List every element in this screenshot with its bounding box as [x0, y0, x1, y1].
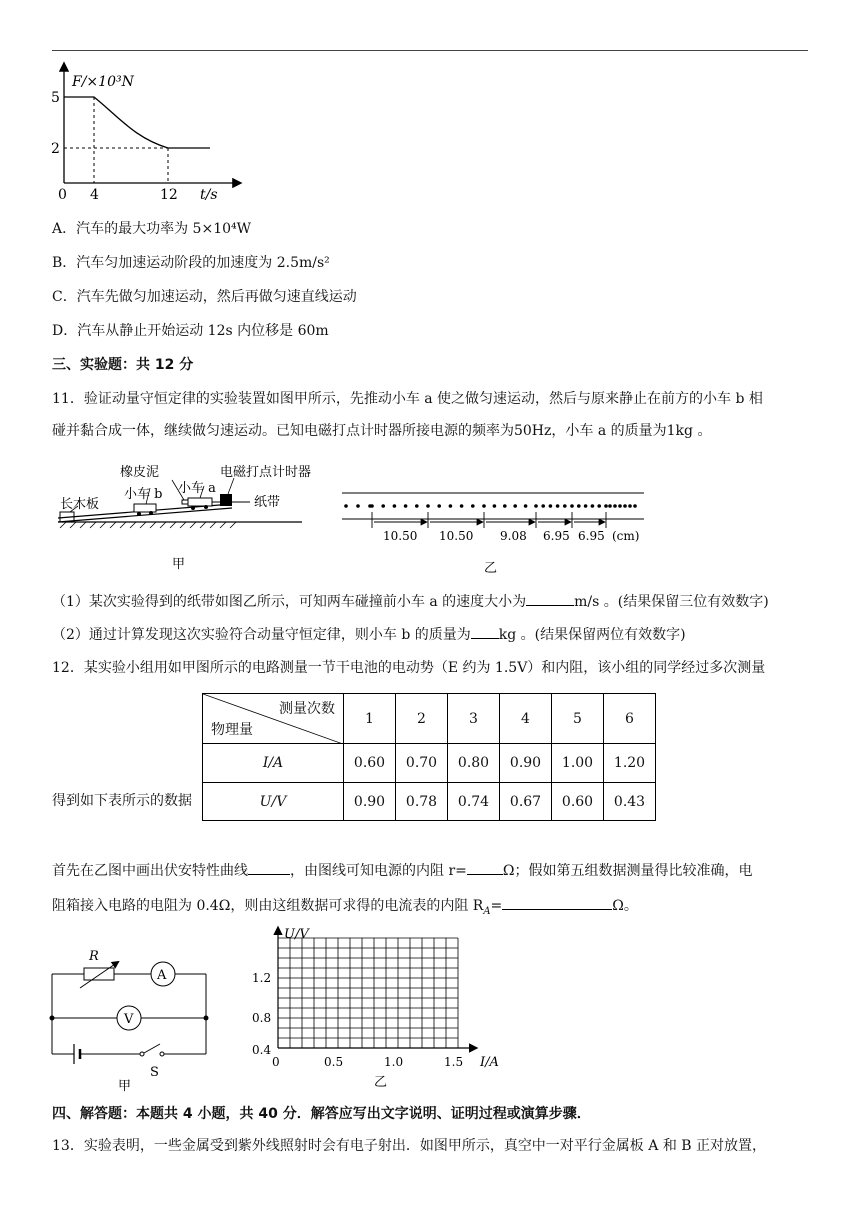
- tape-dot: [415, 504, 419, 508]
- q11-sub2: （2）通过计算发现这次实验符合动量守恒定律，则小车 b 的质量为 kg 。(结果保留两位有效数字): [52, 624, 686, 645]
- table-cell: 0.90: [500, 744, 552, 783]
- circuit-figure: [44, 944, 214, 1094]
- tape-seg-2: 10.50: [439, 529, 474, 543]
- tape-dot: [460, 504, 464, 508]
- tape-dot: [503, 504, 507, 508]
- tape-dot: [633, 504, 637, 508]
- tape-seg-1: 10.50: [383, 529, 418, 543]
- q12-line1: 12．某实验小组用如甲图所示的电路测量一节干电池的电动势（E 约为 1.5V）和内阻，该小组的同学经过多次测量: [52, 660, 766, 676]
- tape-dot: [513, 504, 517, 508]
- table-col-3: 3: [448, 694, 500, 744]
- table-cell: 0.70: [396, 744, 448, 783]
- table-row-label: I/A: [203, 744, 344, 783]
- tape-dot: [618, 504, 622, 508]
- option-c: C．汽车先做匀加速运动，然后再做匀速直线运动: [52, 289, 357, 305]
- table-header-count: 测量次数: [279, 701, 335, 717]
- option-d: D．汽车从静止开始运动 12s 内位移是 60m: [52, 323, 329, 339]
- option-b: B．汽车匀加速运动阶段的加速度为 2.5m/s²: [52, 255, 330, 271]
- grid-ytick-08: 0.8: [252, 1011, 272, 1025]
- table-cell: 0.67: [500, 783, 552, 821]
- tape-dot: [556, 504, 560, 508]
- tape-dot: [570, 504, 574, 508]
- table-cell: 0.43: [604, 783, 656, 821]
- table-row-label: U/V: [203, 783, 344, 821]
- table-col-4: 4: [500, 694, 552, 744]
- tape-dot: [449, 504, 453, 508]
- apparatus-figure: [54, 458, 314, 578]
- tape-seg-5: 6.95: [578, 529, 605, 543]
- tape-unit: (cm): [612, 529, 640, 543]
- data-table: [202, 693, 656, 821]
- graph-xtick-0: 0: [58, 187, 67, 203]
- table-cell: 0.78: [396, 783, 448, 821]
- label-putty: 橡皮泥: [120, 465, 160, 480]
- switch-s: [144, 1044, 160, 1053]
- tape-dot: [584, 504, 588, 508]
- tape-dot: [541, 504, 545, 508]
- grid-xtick-05: 0.5: [324, 1055, 344, 1069]
- table-col-1: 1: [344, 694, 396, 744]
- apparatus-caption: 甲: [172, 557, 186, 572]
- label-board: 长木板: [60, 497, 100, 512]
- label-timer: 电磁打点计时器: [220, 465, 312, 480]
- grid-ytick-12: 1.2: [252, 971, 272, 985]
- grid-xtick-10: 1.0: [384, 1055, 404, 1069]
- table-col-5: 5: [552, 694, 604, 744]
- force-time-graph: [50, 58, 250, 204]
- grid-ylabel: U/V: [284, 927, 309, 942]
- table-col-6: 6: [604, 694, 656, 744]
- tape-dot: [426, 504, 430, 508]
- tape-seg-3: 9.08: [500, 529, 527, 543]
- answer-blank-ra[interactable]: [502, 895, 612, 910]
- label-car-b: 小车 b: [124, 487, 163, 502]
- table-cell: 0.60: [344, 744, 396, 783]
- tape-dot: [437, 504, 441, 508]
- tape-seg-4: 6.95: [543, 529, 570, 543]
- tape-dot: [608, 504, 612, 508]
- q12-line4: 阻箱接入电路的电阻为 0.4Ω，则由这组数据可求得的电流表的内阻 $R_A= \Omega$。: [52, 895, 638, 922]
- answer-blank-r[interactable]: [467, 860, 503, 875]
- label-ammeter: A: [157, 968, 167, 983]
- tape-dot: [597, 504, 601, 508]
- section-3-title: 三、实验题：共 12 分: [52, 357, 194, 373]
- table-diagonal-header: [203, 694, 344, 744]
- top-rule: [52, 50, 808, 51]
- tape-dot: [524, 504, 528, 508]
- tape-dot: [404, 504, 408, 508]
- tape-dot: [628, 504, 632, 508]
- tape-dot: [393, 504, 397, 508]
- tape-dot: [370, 504, 374, 508]
- grid-xtick-0: 0: [272, 1055, 280, 1069]
- option-a: A．汽车的最大功率为 5×10⁴W: [52, 221, 252, 237]
- circuit-caption: 甲: [118, 1079, 132, 1094]
- label-voltmeter: V: [124, 1012, 134, 1027]
- table-cell: 0.80: [448, 744, 500, 783]
- tape-dot: [549, 504, 553, 508]
- grid-xtick-15: 1.5: [444, 1055, 464, 1069]
- car-b: [134, 504, 156, 512]
- timer-block: [220, 494, 232, 506]
- q13-line1: 13．实验表明，一些金属受到紫外线照射时会有电子射出．如图甲所示，真空中一对平行金属板 A 和 B 正对放置，: [52, 1138, 767, 1154]
- force-curve: [64, 97, 210, 148]
- tape-dot: [471, 504, 475, 508]
- answer-blank-velocity[interactable]: [526, 591, 574, 606]
- car-a: [188, 498, 212, 506]
- tape-dot: [613, 504, 617, 508]
- tape-dot: [482, 504, 486, 508]
- tape-dot: [356, 504, 360, 508]
- q11-line1: 11．验证动量守恒定律的实验装置如图甲所示，先推动小车 a 使之做匀速运动，然后与原来静止在前方的小车 b 相: [52, 391, 763, 407]
- graph-xlabel: t/s: [200, 187, 218, 203]
- table-cell: 0.74: [448, 783, 500, 821]
- tape-dot: [591, 504, 595, 508]
- q12-line3: 首先在乙图中画出伏安特性曲线 ，由图线可知电源的内阻 r= Ω；假如第五组数据测量得比较准确，电: [52, 860, 752, 881]
- graph-ylabel: F/×10³N: [72, 74, 134, 90]
- tape-dot: [534, 504, 538, 508]
- section-4-title: 四、解答题：本题共 4 小题，共 40 分．解答应写出文字说明、证明过程或演算步骤．: [52, 1106, 591, 1122]
- tape-dot: [623, 504, 627, 508]
- label-car-a: 小车 a: [178, 481, 216, 496]
- label-tape: 纸带: [254, 495, 281, 510]
- table-cell: 1.20: [604, 744, 656, 783]
- table-col-2: 2: [396, 694, 448, 744]
- tape-dot: [563, 504, 567, 508]
- resistor-r: [84, 968, 114, 980]
- tape-dot: [577, 504, 581, 508]
- graph-xtick-4: 4: [90, 187, 99, 203]
- graph-ytick-5: 5: [51, 90, 60, 106]
- graph-xtick-12: 12: [160, 187, 178, 203]
- table-cell: 0.60: [552, 783, 604, 821]
- label-r: R: [89, 949, 99, 964]
- answer-blank-curve[interactable]: [248, 860, 290, 875]
- table-cell: 1.00: [552, 744, 604, 783]
- tape-dot: [604, 504, 608, 508]
- tape-dot: [381, 504, 385, 508]
- table-cell: 0.90: [344, 783, 396, 821]
- q12-line2: 得到如下表所示的数据: [52, 793, 192, 809]
- q11-sub1: （1）某次实验得到的纸带如图乙所示，可知两车碰撞前小车 a 的速度大小为 m/s 。(结果保留三位有效数字): [52, 591, 769, 612]
- tape-dot: [493, 504, 497, 508]
- graph-ytick-2: 2: [51, 141, 60, 157]
- paper-tape-figure: [336, 488, 656, 578]
- q11-line2: 碰并黏合成一体，继续做匀速运动。已知电磁打点计时器所接电源的频率为50Hz，小车 a 的质量为1kg 。: [52, 423, 712, 439]
- label-switch: S: [150, 1065, 159, 1080]
- answer-blank-mass[interactable]: [471, 624, 499, 639]
- grid-ytick-04: 0.4: [252, 1043, 272, 1057]
- tape-dot: [344, 504, 348, 508]
- table-header-quantity: 物理量: [211, 722, 253, 738]
- tape-caption: 乙: [484, 561, 498, 576]
- grid-caption: 乙: [374, 1075, 388, 1090]
- grid-xlabel: I/A: [480, 1055, 499, 1070]
- grid-figure: [244, 922, 514, 1092]
